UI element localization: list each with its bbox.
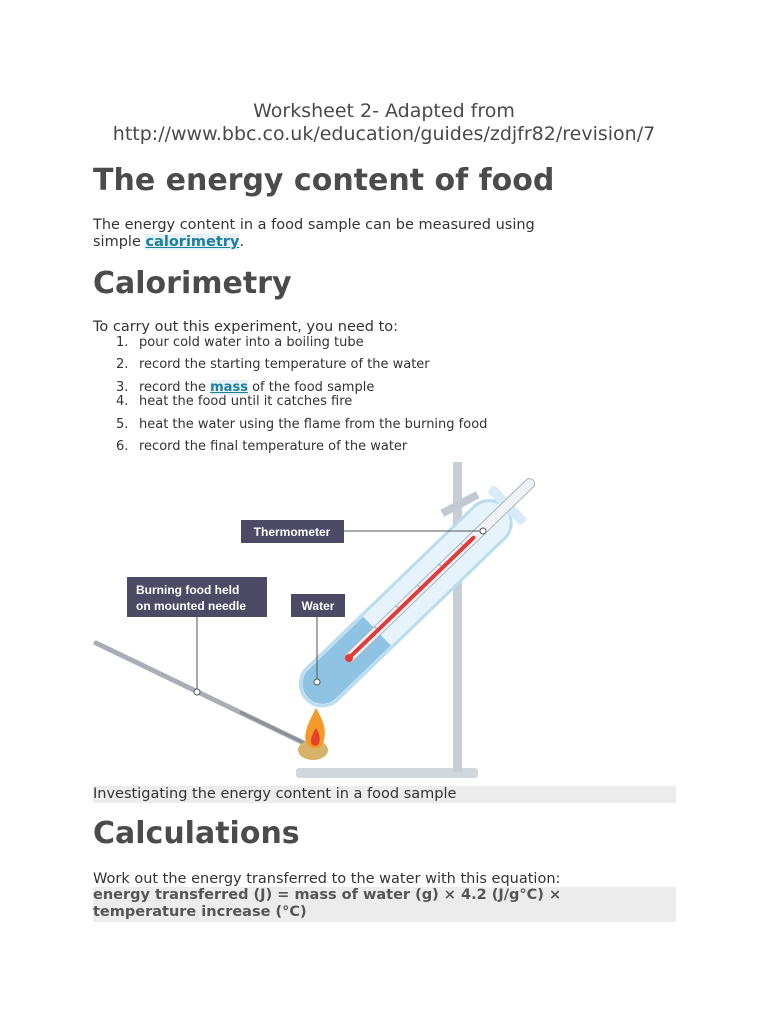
calorimetry-link[interactable]: calorimetry (145, 234, 240, 250)
equation-line-1: energy transferred (J) = mass of water (g) × 4.2 (J/g°C) × (93, 887, 562, 903)
worksheet-header (0, 100, 768, 146)
equation-line-2: temperature increase (°C) (93, 904, 307, 920)
page-title: The energy content of food (93, 163, 555, 198)
burning-food-label (127, 577, 267, 617)
intro-text-end: . (239, 234, 245, 250)
calorimetry-heading: Calorimetry (93, 266, 292, 301)
calorimetry-lead: To carry out this experiment, you need to: (93, 319, 399, 335)
list-item: 1. pour cold water into a boiling tube (116, 335, 364, 350)
svg-text:Thermometer: Thermometer (253, 525, 331, 539)
diagram-caption: Investigating the energy content in a food sample (93, 786, 676, 803)
intro-text: The energy content in a food sample can be measured using simple (93, 217, 535, 250)
water-label (291, 594, 345, 617)
svg-text:Burning food held: Burning food held (136, 583, 240, 597)
calculations-lead: Work out the energy transferred to the water with this equation: (93, 871, 561, 887)
intro-paragraph (93, 217, 583, 251)
source-url[interactable]: http://www.bbc.co.uk/education/guides/zdjfr82/revision/7 (112, 123, 656, 145)
mass-link[interactable]: mass (210, 380, 248, 395)
list-item: 5. heat the water using the flame from the burning food (116, 417, 488, 432)
list-item: 6. record the final temperature of the water (116, 439, 408, 454)
calculations-heading: Calculations (93, 816, 300, 851)
worksheet-title: Worksheet 2- Adapted from (253, 100, 515, 122)
energy-equation (93, 887, 676, 922)
list-item: 3. record the mass of the food sample (116, 380, 375, 395)
svg-text:Water: Water (301, 599, 335, 613)
list-item: 4. heat the food until it catches fire (116, 394, 353, 409)
calorimetry-diagram (0, 455, 768, 785)
thermometer-icon (343, 477, 537, 665)
list-item: 2. record the starting temperature of the water (116, 357, 430, 372)
svg-text:on mounted needle: on mounted needle (136, 599, 247, 613)
stand-base (296, 768, 478, 778)
thermometer-label (241, 520, 344, 543)
